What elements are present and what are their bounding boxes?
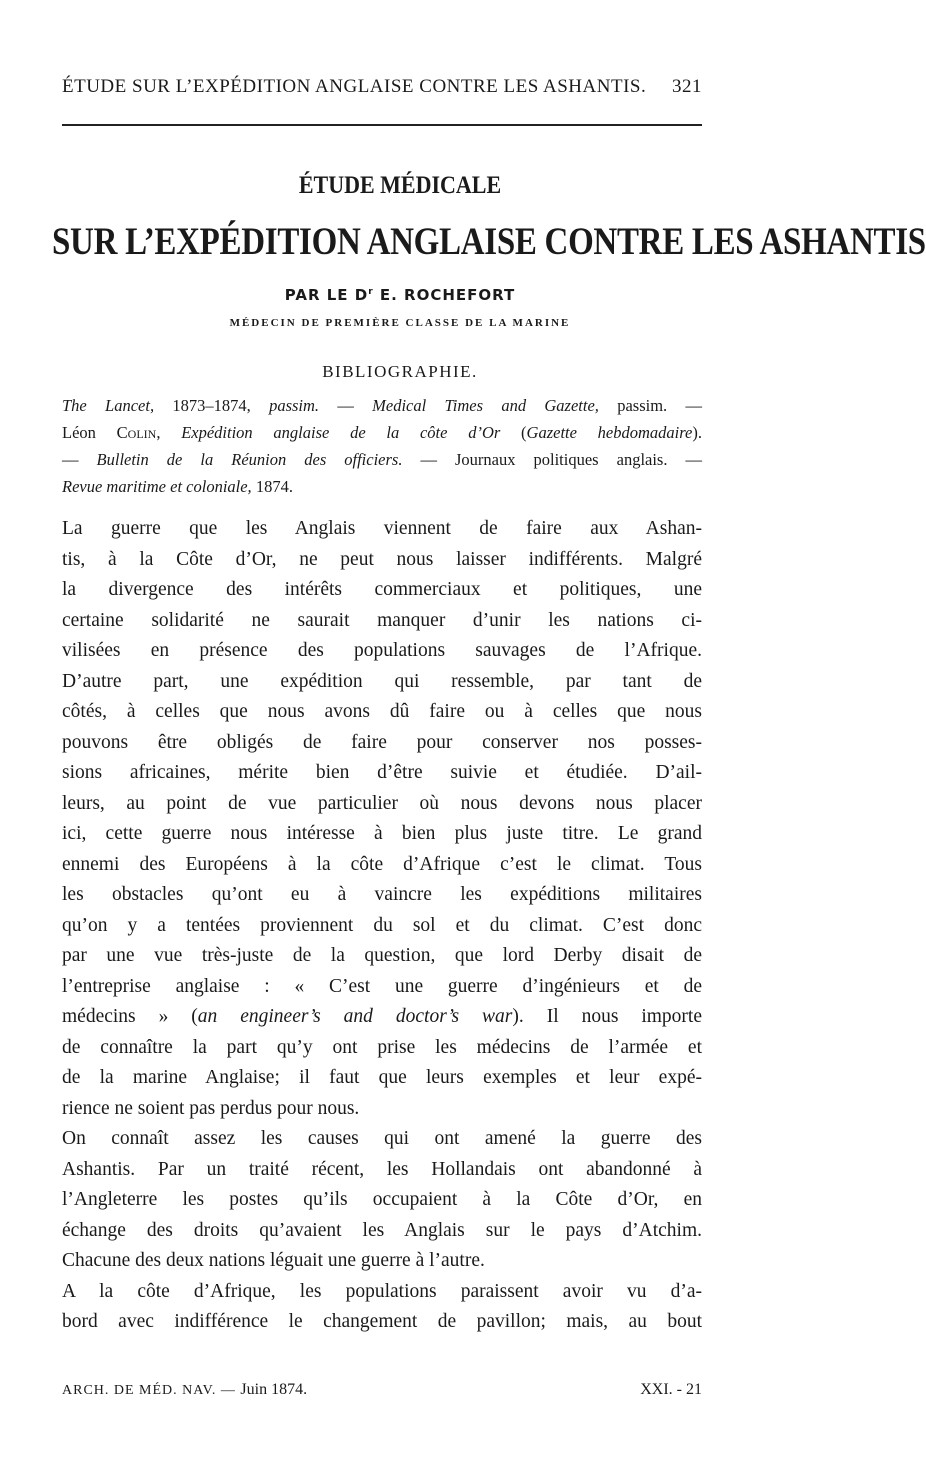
body-line: pouvons être obligés de faire pour conserver nos posses- — [62, 731, 702, 753]
body-line: qu’on y a tentées proviennent du sol et du climat. C’est donc — [62, 914, 702, 936]
body-line — [62, 1002, 702, 1033]
header-rule — [62, 124, 702, 126]
bibliography-line — [62, 392, 702, 419]
footer-journal — [62, 1381, 307, 1399]
author-rank: MÉDECIN DE PREMIÈRE CLASSE DE LA MARINE — [229, 317, 571, 329]
body-line: On connaît assez les causes qui ont amené la guerre des — [62, 1128, 702, 1149]
body-line: ennemi des Européens à la côte d’Afrique c’est le climat. Tous — [62, 853, 702, 875]
body-line: leurs, au point de vue particulier où nous devons nous placer — [62, 792, 702, 814]
body-line: tis, à la Côte d’Or, ne peut nous laisser indifférents. Malgré — [62, 548, 702, 570]
biblio-text — [160, 423, 181, 442]
body-line: Ashantis. Par un traité récent, les Hollandais ont abandonné à — [62, 1158, 702, 1180]
body-line: Chacune des deux nations léguait une guerre à l’autre. — [62, 1250, 485, 1271]
bibliography — [62, 392, 702, 500]
biblio-text: ). — [692, 423, 703, 442]
body-italic-run: an engineer’s and doctor’s war — [197, 1006, 513, 1027]
bibliography-line — [62, 419, 702, 446]
biblio-ref: Revue maritime et coloniale, — [62, 477, 252, 496]
body-line: échange des droits qu’avaient les Anglais sur le pays d’Atchim. — [62, 1219, 702, 1241]
footer-journal-name: ARCH. DE MÉD. NAV. — — [62, 1383, 241, 1398]
author-line — [0, 286, 800, 304]
body-text — [62, 514, 702, 1338]
body-line: la divergence des intérêts commerciaux et politiques, une — [62, 579, 702, 600]
body-line: ici, cette guerre nous intéresse à bien plus juste titre. Le grand — [62, 823, 702, 844]
body-line: de connaître la part qu’y ont prise les médecins de l’armée et — [62, 1036, 702, 1058]
body-line: par une vue très-juste de la question, que lord Derby disait de — [62, 945, 702, 966]
body-line: côtés, à celles que nous avons dû faire ou à celles que nous — [62, 701, 702, 722]
biblio-text: — Journaux politiques anglais. — — [402, 450, 703, 469]
biblio-text: 1873–1874, — [154, 396, 270, 415]
bibliography-line — [62, 446, 702, 473]
body-line: La guerre que les Anglais viennent de faire aux Ashan- — [62, 518, 702, 539]
section-title: ÉTUDE MÉDICALE — [298, 170, 502, 199]
page-number: 321 — [672, 76, 702, 97]
footer-date: Juin 1874. — [240, 1381, 308, 1398]
biblio-text: — — [62, 450, 97, 469]
biblio-text: ( — [500, 423, 527, 442]
footer-signature: XXI. - 21 — [640, 1381, 702, 1398]
body-text-run: médecins » ( — [62, 1006, 198, 1027]
body-line: bord avec indifférence le changement de pavillon; mais, au bout — [62, 1311, 702, 1332]
biblio-ref: Bulletin de la Réunion des officiers. — [96, 450, 403, 469]
body-line: les obstacles qu’ont eu à vaincre les expéditions militaires — [62, 884, 702, 905]
body-line: de la marine Anglaise; il faut que leurs exemples et leur expé- — [62, 1067, 702, 1088]
biblio-ref: Expédition anglaise de la côte d’Or — [181, 423, 501, 442]
biblio-ref: Medical Times and Gazette, — [372, 396, 599, 415]
body-line: vilisées en présence des populations sauvages de l’Afrique. — [62, 640, 702, 661]
article-title: SUR L’EXPÉDITION ANGLAISE CONTRE LES ASHANTIS — [52, 220, 926, 264]
biblio-text: passim. — — [598, 396, 702, 415]
biblio-ref: passim. — [269, 396, 320, 415]
biblio-author: Colin, — [116, 423, 161, 442]
biblio-text: Léon — [62, 423, 117, 442]
bibliography-line — [62, 473, 702, 500]
body-line: A la côte d’Afrique, les populations paraissent avoir vu d’a- — [62, 1280, 702, 1302]
biblio-text: — — [319, 396, 373, 415]
body-line: certaine solidarité ne saurait manquer d’unir les nations ci- — [62, 609, 702, 631]
body-line: rience ne soient pas perdus pour nous. — [62, 1097, 360, 1119]
bibliography-heading: BIBLIOGRAPHIE. — [322, 362, 478, 381]
author-prefix-sup: r — [368, 287, 374, 297]
biblio-ref: Gazette hebdomadaire — [526, 423, 693, 442]
body-line: sions africaines, mérite bien d’être suivie et étudiée. D’ail- — [62, 762, 702, 783]
body-text-run: ). Il nous importe — [512, 1006, 702, 1027]
author-prefix: PAR LE D — [284, 286, 369, 304]
biblio-text: 1874. — [251, 477, 293, 496]
body-line: l’entreprise anglaise : « C’est une guerre d’ingénieurs et de — [62, 975, 702, 997]
running-head-title: ÉTUDE SUR L’EXPÉDITION ANGLAISE CONTRE LES ASHANTIS. — [62, 76, 647, 97]
body-line: l’Angleterre les postes qu’ils occupaient à la Côte d’Or, en — [62, 1189, 702, 1210]
author-name: E. ROCHEFORT — [379, 286, 516, 304]
biblio-ref: The Lancet, — [62, 396, 155, 415]
body-line: D’autre part, une expédition qui ressemble, par tant de — [62, 670, 702, 692]
